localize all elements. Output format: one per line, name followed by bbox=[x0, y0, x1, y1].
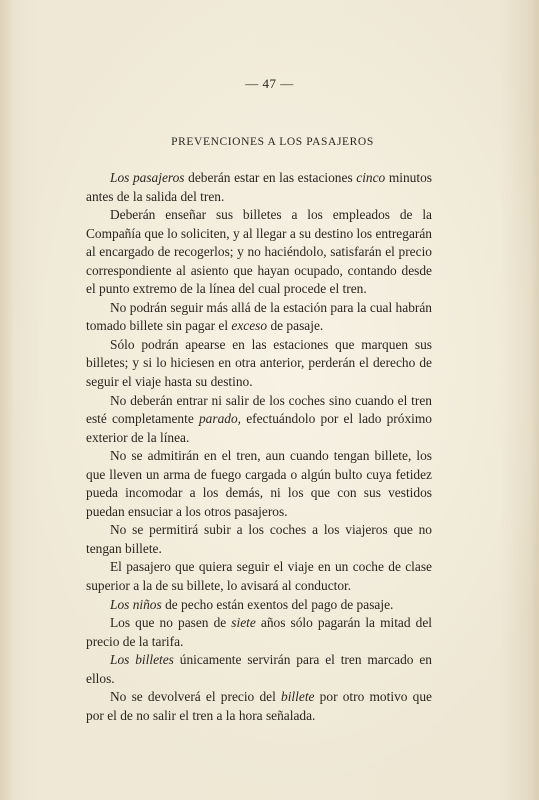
text-run: Sólo podrán apearse en las estaciones que marquen sus billetes; y si lo hiciesen en otra anterior, perderán el derecho de seguir el viaje hasta su destino. bbox=[86, 336, 432, 390]
paragraph bbox=[86, 299, 432, 336]
text-run: Los que no pasen de bbox=[110, 615, 232, 631]
paragraph bbox=[86, 651, 432, 688]
italic-text: Los niños bbox=[110, 596, 162, 612]
text-run: No deberán entrar ni salir de los coches sino cuando el tren esté completamente bbox=[86, 392, 432, 427]
text-run: efectuándolo por el lado próximo exterior de la línea. bbox=[86, 411, 432, 445]
page-number: — 47 — bbox=[245, 76, 294, 91]
paragraph bbox=[86, 614, 432, 651]
paragraph bbox=[86, 169, 432, 206]
paragraph bbox=[86, 558, 432, 595]
section-heading: PREVENCIONES A LOS PASAJEROS bbox=[171, 136, 374, 148]
text-run: No se admitirán en el tren, aun cuando tengan billete, los que lleven un arma de fuego cargada o algún bulto cuya fetidez pueda incomodar a los demás, ni los que con sus vestidos puedan ensuciar a los otros pasajeros. bbox=[86, 448, 432, 519]
paragraph bbox=[86, 336, 432, 392]
italic-text: siete bbox=[231, 615, 256, 631]
text-run: deberán estar en las estaciones bbox=[184, 170, 357, 185]
paragraph bbox=[86, 521, 432, 558]
text-run: No se devolverá el precio del bbox=[110, 689, 282, 705]
italic-text: exceso bbox=[231, 318, 268, 334]
text-run: Deberán enseñar sus billetes a los empleados de la Compañía que lo soliciten, y al llegar a su destino los entregarán al encargado de recogerlos; y no haciéndolo, satisfarán el precio correspondiente al asiento que hayan ocupado, contando desde el punto extremo de la línea del cual procede el tren. bbox=[86, 207, 432, 297]
italic-text: billete bbox=[281, 689, 315, 705]
paragraph bbox=[86, 392, 432, 448]
text-run: por otro motivo que por el de no salir el tren a la hora señalada. bbox=[86, 689, 432, 723]
italic-text: parado, bbox=[198, 411, 242, 427]
text-run: No podrán seguir más allá de la estación para la cual habrán tomado billete sin pagar el bbox=[86, 299, 432, 334]
italic-text: cinco bbox=[356, 170, 386, 185]
text-run: de pecho están exentos del pago de pasaje. bbox=[161, 596, 394, 612]
text-run: El pasajero que quiera seguir el viaje en un coche de clase superior a la de su billete, lo avisará al conductor. bbox=[86, 559, 432, 594]
paragraph bbox=[86, 447, 432, 521]
italic-text: Los pasajeros bbox=[110, 170, 185, 185]
text-run: únicamente servirán para el tren marcado en ellos. bbox=[86, 652, 432, 686]
body-text bbox=[86, 169, 432, 725]
text-run: de pasaje. bbox=[267, 318, 324, 334]
text-run: años sólo pagarán la mitad del precio de la tarifa. bbox=[86, 615, 432, 649]
text-run: No se permitirá subir a los coches a los viajeros que no tengan billete. bbox=[86, 522, 432, 556]
paragraph bbox=[86, 688, 432, 725]
text-run: minutos antes de la salida del tren. bbox=[86, 170, 432, 204]
paragraph bbox=[86, 206, 432, 299]
italic-text: Los billetes bbox=[110, 652, 174, 668]
paragraph bbox=[86, 596, 432, 615]
